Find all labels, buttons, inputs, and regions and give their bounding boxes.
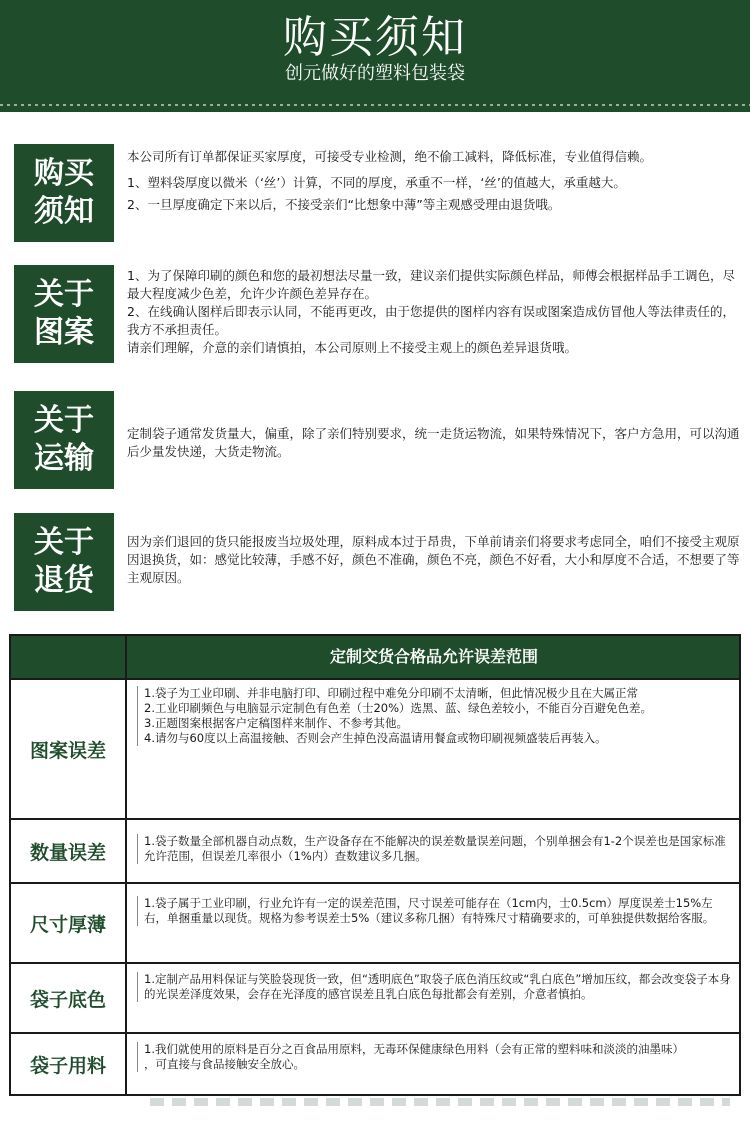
table-row xyxy=(11,820,739,884)
paragraph: 本公司所有订单都保证买家厚度，可接受专业检测，绝不偷工减料，降低标准，专业值得信赖。 xyxy=(127,149,653,164)
section-body xyxy=(127,533,742,587)
paragraph: 1、为了保障印刷的颜色和您的最初想法尽量一致，建议亲们提供实际颜色样品，师傅会根据样品手工调色，尽最大程度减少色差，允许少许颜色差异存在。 xyxy=(127,268,735,301)
page-title: 购买须知 xyxy=(283,12,467,63)
row-line: 3.正题图案根据客户定稿图样来制作、不参考其他。 xyxy=(144,716,408,730)
row-content xyxy=(129,820,739,864)
row-line: 1.我们就使用的原料是百分之百食品用原料，无毒环保健康绿色用料（会有正常的塑料味和淡淡的油墨味） xyxy=(144,1042,684,1056)
section-body xyxy=(127,425,742,461)
row-line: 1.袋子为工业印刷、并非电脑打印、印刷过程中难免分印刷不太清晰，但此情况极少且在大属正常 xyxy=(144,686,638,700)
table-title: 定制交货合格品允许误差范围 xyxy=(329,647,538,666)
row-label: 袋子用料 xyxy=(11,1034,127,1094)
row-label: 尺寸厚薄 xyxy=(11,884,127,962)
table-row xyxy=(11,884,739,964)
section-body xyxy=(127,148,742,214)
section-purchase-notice xyxy=(14,144,742,244)
row-label: 数量误差 xyxy=(11,820,127,882)
section-label: 关于图案 xyxy=(14,265,114,363)
section-label: 关于退货 xyxy=(14,513,114,611)
row-line: 1.袋子属于工业印刷，行业允许有一定的误差范围，尺寸误差可能存在（1cm内，士0.5cm）厚度误差士15%左右，单捆重量以现货。规格为参考误差士5%（建议多称几捆）有特殊尺寸精确要求的，可单独提供数据给客服。 xyxy=(144,896,715,925)
paragraph: 2、在线确认图样后即表示认同，不能再更改，由于您提供的图样内容有误或图案造成仿冒他人等法律责任的，我方不承担责任。 xyxy=(127,304,735,337)
table-header xyxy=(11,636,739,680)
table-header-corner xyxy=(11,636,127,678)
row-label: 袋子底色 xyxy=(11,964,127,1032)
paragraph: 2、一旦厚度确定下来以后，不接受亲们“比想象中薄”等主观感受理由退货哦。 xyxy=(127,197,561,212)
row-line: 4.请勿与60度以上高温接触、否则会产生掉色没高温请用餐盒或物印刷视频盛装后再装入。 xyxy=(144,731,607,745)
row-content xyxy=(129,1034,739,1072)
bottom-decorative-strip xyxy=(150,1098,730,1106)
row-content xyxy=(129,884,739,926)
table-row xyxy=(11,1034,739,1094)
section-body xyxy=(127,267,742,357)
page-header xyxy=(0,0,750,112)
row-line: 1.袋子数量全部机器自动点数，生产设备存在不能解决的误差数量误差问题，个别单捆会有1-2个误差也是国家标准允许范围，但误差几率很小（1%内）查数建议多几捆。 xyxy=(144,834,726,863)
paragraph: 定制袋子通常发货量大，偏重，除了亲们特别要求，统一走货运物流，如果特殊情况下，客户方急用，可以沟通后少量发快递，大货走物流。 xyxy=(127,426,740,459)
paragraph: 1、塑料袋厚度以微米（‘丝’）计算，不同的厚度，承重不一样，‘丝’的值越大，承重越大。 xyxy=(127,175,626,190)
tolerance-table xyxy=(9,634,741,1096)
section-about-shipping xyxy=(14,391,742,491)
section-about-pattern xyxy=(14,265,742,365)
table-row xyxy=(11,964,739,1034)
section-label: 关于运输 xyxy=(14,391,114,489)
section-label: 购买须知 xyxy=(14,144,114,242)
row-line: 1.定制产品用料保证与笑脸袋现货一致，但“透明底色”取袋子底色消压纹或“乳白底色”增加压纹，都会改变袋子本身的光误差泽度效果，会存在光泽度的感官误差且乳白底色每批都会有差别，介意者慎拍。 xyxy=(144,972,731,1001)
row-content xyxy=(129,680,739,746)
header-divider xyxy=(0,104,750,106)
table-row xyxy=(11,680,739,820)
paragraph: 请亲们理解，介意的亲们请慎拍，本公司原则上不接受主观上的颜色差异退货哦。 xyxy=(127,340,578,355)
page-subtitle: 创元做好的塑料包装袋 xyxy=(285,63,465,84)
section-about-returns xyxy=(14,513,742,613)
row-content xyxy=(129,964,739,1002)
paragraph: 因为亲们退回的货只能报废当垃圾处理，原料成本过于昂贵，下单前请亲们将要求考虑同全，咱们不接受主观原因退换货，如：感觉比较薄，手感不好，颜色不准确，颜色不亮，颜色不好看，大小和厚度不合适，不想要了等主观原因。 xyxy=(127,534,740,585)
row-line: ，可直接与食品接触安全放心。 xyxy=(144,1057,305,1071)
row-label: 图案误差 xyxy=(11,680,127,818)
row-line: 2.工业印刷频色与电脑显示定制色有色差（士20%）选黑、蓝、绿色差较小，不能百分百避免色差。 xyxy=(144,701,653,715)
